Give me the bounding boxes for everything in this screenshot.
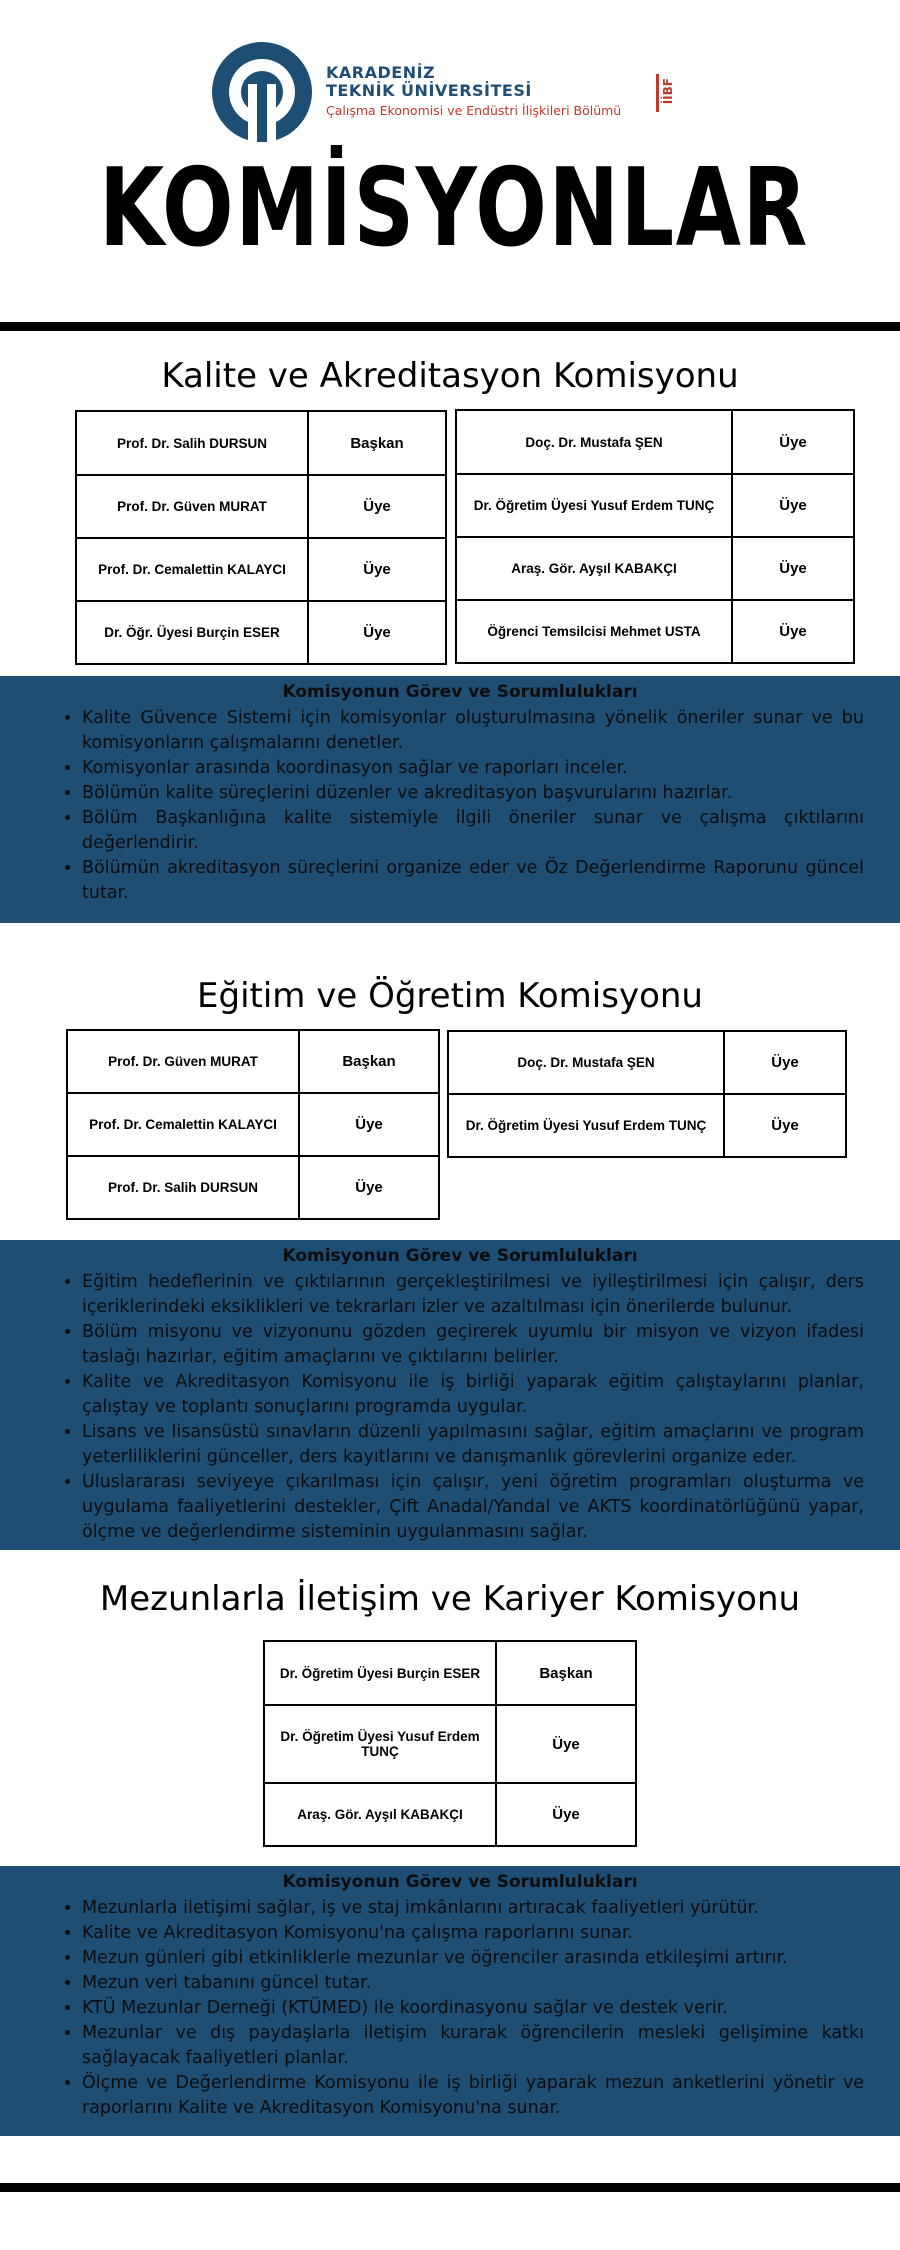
table-row bbox=[456, 537, 854, 600]
logo-divider bbox=[656, 74, 659, 112]
member-name: Prof. Dr. Salih DURSUN bbox=[67, 1156, 299, 1219]
table-row bbox=[264, 1641, 636, 1705]
member-role: Üye bbox=[732, 474, 854, 537]
faculty-label: İİBF bbox=[661, 78, 675, 105]
members-table-education-right bbox=[447, 1030, 847, 1158]
duties-band-education bbox=[0, 1240, 900, 1550]
member-name: Öğrenci Temsilcisi Mehmet USTA bbox=[456, 600, 732, 663]
section-title-alumni: Mezunlarla İletişim ve Kariyer Komisyonu bbox=[99, 1579, 801, 1619]
list-item: • Kalite ve Akreditasyon Komisyonu ile iş birliği yaparak eğitim çalıştaylarını planlar, çalıştay ve toplantı sonuçlarını programda uygular. bbox=[82, 1370, 864, 1420]
member-role: Üye bbox=[299, 1156, 439, 1219]
duties-list bbox=[56, 1270, 864, 1545]
member-role: Başkan bbox=[308, 411, 446, 475]
members-table-quality-right bbox=[455, 409, 855, 664]
table-row bbox=[76, 411, 446, 475]
member-name: Dr. Öğretim Üyesi Yusuf Erdem TUNÇ bbox=[448, 1094, 724, 1157]
member-name: Prof. Dr. Güven MURAT bbox=[76, 475, 308, 538]
table-row bbox=[67, 1093, 439, 1156]
member-role: Üye bbox=[724, 1094, 846, 1157]
university-logo bbox=[212, 42, 312, 142]
member-role: Üye bbox=[724, 1031, 846, 1094]
logo-mark-icon bbox=[212, 42, 312, 142]
list-item: • Bölümün akreditasyon süreçlerini organize eder ve Öz Değerlendirme Raporunu güncel tutar. bbox=[82, 856, 864, 906]
section-title-education: Eğitim ve Öğretim Komisyonu bbox=[197, 976, 703, 1016]
list-item: • Uluslararası seviyeye çıkarılması için çalışır, yeni öğretim programları oluşturma ve uygulama faaliyetlerini destekler, Çift Anadal/Yandal ve AKTS koordinatörlüğünü yapar, ölçme ve değerlendirme sisteminin uygulanmasını sağlar. bbox=[82, 1470, 864, 1545]
list-item: • Kalite ve Akreditasyon Komisyonu'na çalışma raporlarını sunar. bbox=[82, 1921, 864, 1946]
duties-title: Komisyonun Görev ve Sorumlulukları bbox=[282, 682, 638, 702]
table-row bbox=[264, 1783, 636, 1846]
table-row bbox=[67, 1030, 439, 1093]
member-role: Üye bbox=[732, 410, 854, 474]
member-role: Başkan bbox=[496, 1641, 636, 1705]
member-name: Araş. Gör. Ayşıl KABAKÇI bbox=[456, 537, 732, 600]
member-name: Doç. Dr. Mustafa ŞEN bbox=[448, 1031, 724, 1094]
list-item: • Bölüm Başkanlığına kalite sistemiyle ilgili öneriler sunar ve çalışma çıktılarını değerlendirir. bbox=[82, 806, 864, 856]
table-row bbox=[456, 410, 854, 474]
member-role: Üye bbox=[308, 475, 446, 538]
member-role: Üye bbox=[496, 1705, 636, 1783]
list-item: • Kalite Güvence Sistemi için komisyonlar oluşturulmasına yönelik öneriler sunar ve bu komisyonların çalışmalarını denetler. bbox=[82, 706, 864, 756]
table-row bbox=[448, 1094, 846, 1157]
list-item: • Lisans ve lisansüstü sınavların düzenli yapılmasını sağlar, eğitim amaçlarını ve program yeterliliklerini günceller, ders kayıtlarını ve danışmanlık görevlerini organize eder. bbox=[82, 1420, 864, 1470]
member-role: Üye bbox=[496, 1783, 636, 1846]
list-item: • Bölümün kalite süreçlerini düzenler ve akreditasyon başvurularını hazırlar. bbox=[82, 781, 864, 806]
member-name: Dr. Öğr. Üyesi Burçin ESER bbox=[76, 601, 308, 664]
member-name: Araş. Gör. Ayşıl KABAKÇI bbox=[264, 1783, 496, 1846]
duties-band-quality bbox=[0, 676, 900, 923]
members-table-alumni bbox=[263, 1640, 637, 1847]
member-role: Üye bbox=[732, 600, 854, 663]
member-name: Dr. Öğretim Üyesi Yusuf Erdem TUNÇ bbox=[456, 474, 732, 537]
list-item: • Mezunlar ve dış paydaşlarla iletişim kurarak öğrencilerin mesleki gelişimine katkı sağlayacak faaliyetleri planlar. bbox=[82, 2021, 864, 2071]
table-row bbox=[67, 1156, 439, 1219]
list-item: • KTÜ Mezunlar Derneği (KTÜMED) ile koordinasyonu sağlar ve destek verir. bbox=[82, 1996, 864, 2021]
list-item: • Komisyonlar arasında koordinasyon sağlar ve raporları inceler. bbox=[82, 756, 864, 781]
university-name-line1: KARADENİZ bbox=[326, 63, 436, 82]
table-row bbox=[76, 538, 446, 601]
member-role: Üye bbox=[299, 1093, 439, 1156]
member-name: Prof. Dr. Güven MURAT bbox=[67, 1030, 299, 1093]
duties-band-alumni bbox=[0, 1866, 900, 2136]
department-name: Çalışma Ekonomisi ve Endüstri İlişkileri Bölümü bbox=[326, 103, 622, 118]
table-row bbox=[456, 474, 854, 537]
member-role: Başkan bbox=[299, 1030, 439, 1093]
list-item: • Eğitim hedeflerinin ve çıktılarının gerçekleştirilmesi ve iyileştirilmesi için çalışır, ders içeriklerindeki eksiklikleri ve tekrarları izler ve azaltılması için önerilerde bulunur. bbox=[82, 1270, 864, 1320]
member-name: Prof. Dr. Cemalettin KALAYCI bbox=[76, 538, 308, 601]
section-title-quality: Kalite ve Akreditasyon Komisyonu bbox=[161, 356, 739, 396]
member-name: Prof. Dr. Salih DURSUN bbox=[76, 411, 308, 475]
table-row bbox=[456, 600, 854, 663]
list-item: • Ölçme ve Değerlendirme Komisyonu ile iş birliği yaparak mezun anketlerini yönetir ve raporlarını Kalite ve Akreditasyon Komisyonu'na sunar. bbox=[82, 2071, 864, 2121]
university-name-line2: TEKNİK ÜNİVERSİTESİ bbox=[326, 81, 532, 100]
duties-list bbox=[56, 706, 864, 906]
table-row bbox=[264, 1705, 636, 1783]
list-item: • Mezun veri tabanını güncel tutar. bbox=[82, 1971, 864, 1996]
members-table-education-left bbox=[66, 1029, 440, 1220]
table-row bbox=[76, 601, 446, 664]
table-row bbox=[76, 475, 446, 538]
member-role: Üye bbox=[308, 538, 446, 601]
member-name: Prof. Dr. Cemalettin KALAYCI bbox=[67, 1093, 299, 1156]
duties-title: Komisyonun Görev ve Sorumlulukları bbox=[282, 1872, 638, 1892]
members-table-quality-left bbox=[75, 410, 447, 665]
member-role: Üye bbox=[308, 601, 446, 664]
member-name: Dr. Öğretim Üyesi Burçin ESER bbox=[264, 1641, 496, 1705]
list-item: • Bölüm misyonu ve vizyonunu gözden geçirerek uyumlu bir misyon ve vizyon ifadesi taslağı hazırlar, eğitim amaçlarını ve çıktılarını belirler. bbox=[82, 1320, 864, 1370]
page-title: KOMİSYONLAR bbox=[99, 146, 809, 271]
member-name: Doç. Dr. Mustafa ŞEN bbox=[456, 410, 732, 474]
duties-title: Komisyonun Görev ve Sorumlulukları bbox=[282, 1246, 638, 1266]
bottom-divider bbox=[0, 2183, 900, 2192]
list-item: • Mezun günleri gibi etkinliklerle mezunlar ve öğrenciler arasında etkileşimi artırır. bbox=[82, 1946, 864, 1971]
list-item: • Mezunlarla iletişimi sağlar, iş ve staj imkânlarını artıracak faaliyetleri yürütür. bbox=[82, 1896, 864, 1921]
member-name: Dr. Öğretim Üyesi Yusuf Erdem TUNÇ bbox=[264, 1705, 496, 1783]
member-role: Üye bbox=[732, 537, 854, 600]
top-divider bbox=[0, 322, 900, 331]
duties-list bbox=[56, 1896, 864, 2121]
table-row bbox=[448, 1031, 846, 1094]
